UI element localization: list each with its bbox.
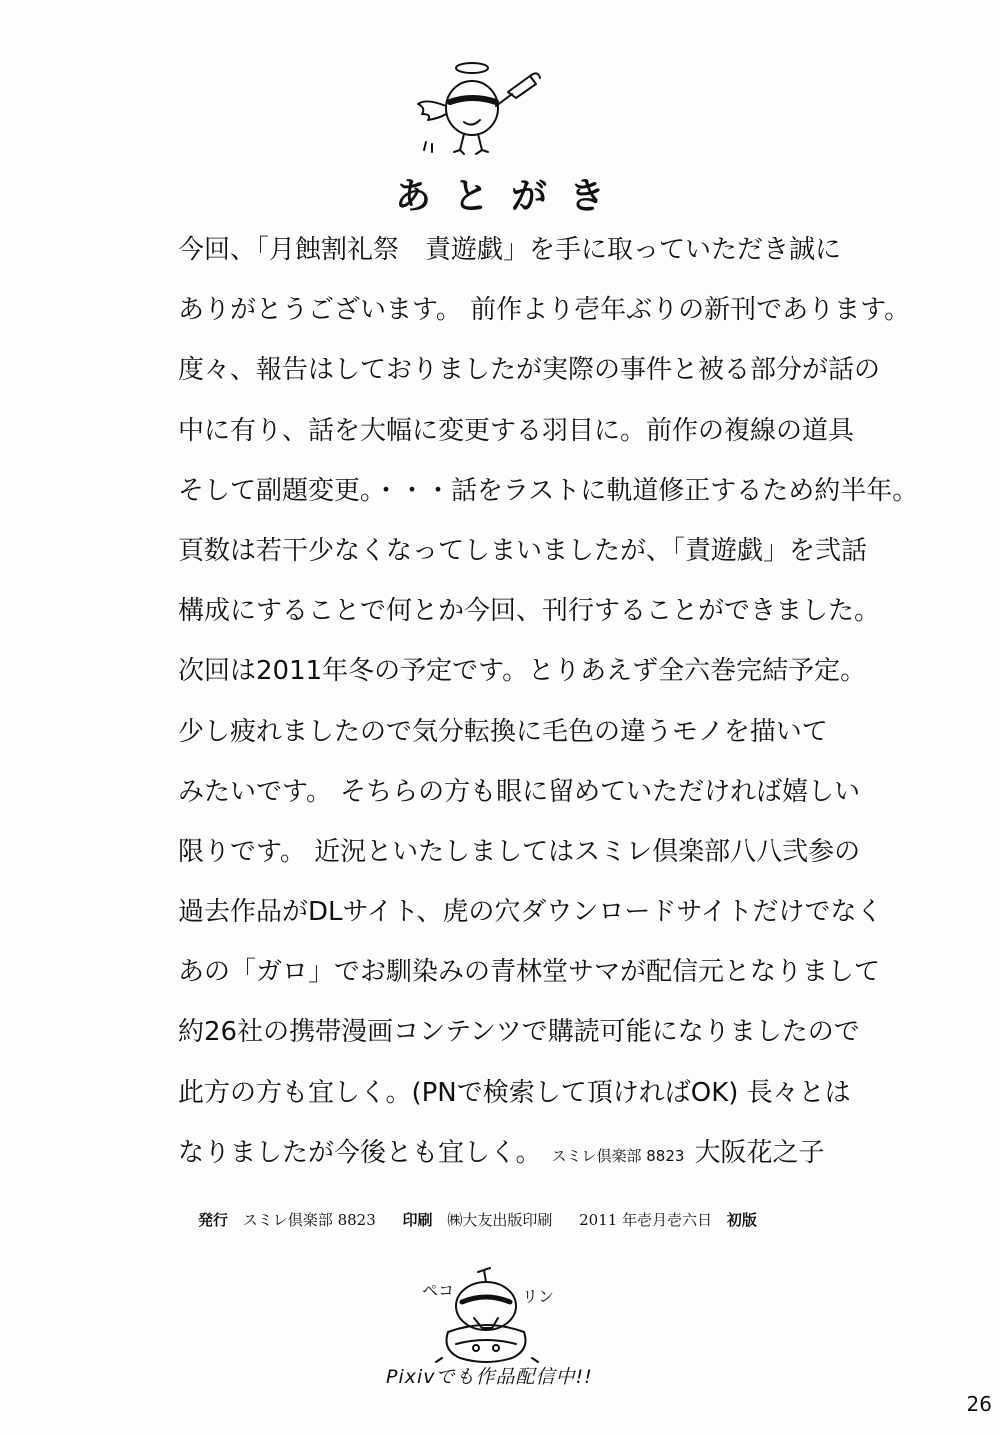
- pixiv-note: Pixivでも作品配信中!!: [386, 1366, 593, 1388]
- sfx-right: リン: [522, 1287, 555, 1306]
- publisher-name: スミレ倶楽部 8823: [242, 1211, 376, 1229]
- mascot-doodle-illustration: [412, 1262, 562, 1372]
- author-name: 大阪花之子: [694, 1137, 825, 1168]
- body-line: あの「ガロ」でお馴染みの青林堂サマが配信元となりまして: [178, 957, 881, 988]
- printer-label: 印刷: [402, 1211, 433, 1229]
- printer-name: ㈱大友出版印刷: [447, 1211, 553, 1229]
- body-line: 構成にすることで何とか今回、刊行することができました。: [178, 596, 881, 627]
- body-line: 約26社の携帯漫画コンテンツで購読可能になりましたので: [178, 1017, 860, 1048]
- body-line: 今回、「月蝕割礼祭 責遊戯」を手に取っていただき誠に: [178, 235, 842, 265]
- sfx-left: ペコ: [422, 1281, 455, 1300]
- signature-line: [178, 1129, 878, 1189]
- edition-label: 初版: [726, 1211, 757, 1229]
- afterword-title: あとがき: [394, 176, 627, 217]
- page-number: 26: [966, 1392, 992, 1416]
- colophon: [198, 1209, 757, 1230]
- body-line: 度々、報告はしておりましたが実際の事件と被る部分が話の: [178, 355, 881, 386]
- body-line: 此方の方も宜しく。(PNで検索して頂ければOK) 長々とは: [178, 1077, 851, 1108]
- body-line: ありがとうございます。 前作より壱年ぶりの新刊であります。: [178, 295, 911, 326]
- body-line: みたいです。 そちらの方も眼に留めていただければ嬉しい: [178, 776, 861, 807]
- body-line: 限りです。 近況といたしましてはスミレ倶楽部八八弐参の: [178, 836, 861, 867]
- afterword-body: [178, 226, 919, 1189]
- angel-mascot-illustration: [412, 58, 542, 166]
- body-line: 次回は2011年冬の予定です。とりあえず全六巻完結予定。: [178, 656, 867, 687]
- body-line: 中に有り、話を大幅に変更する羽目に。前作の複線の道具: [178, 415, 855, 446]
- body-line: そして副題変更。・・・話をラストに軌道修正するため約半年。: [178, 475, 919, 506]
- publisher-label: 発行: [198, 1211, 229, 1229]
- body-line: 過去作品がDLサイト、虎の穴ダウンロードサイトだけでなく: [178, 897, 883, 928]
- publish-date: 2011 年壱月壱六日: [579, 1211, 713, 1229]
- circle-name: スミレ倶楽部 8823: [551, 1146, 685, 1165]
- body-line: 少し疲れましたので気分転換に毛色の違うモノを描いて: [178, 716, 828, 747]
- closing-text: なりましたが今後とも宜しく。: [178, 1137, 542, 1168]
- body-line: 頁数は若干少なくなってしまいましたが、「責遊戯」を弐話: [178, 535, 868, 566]
